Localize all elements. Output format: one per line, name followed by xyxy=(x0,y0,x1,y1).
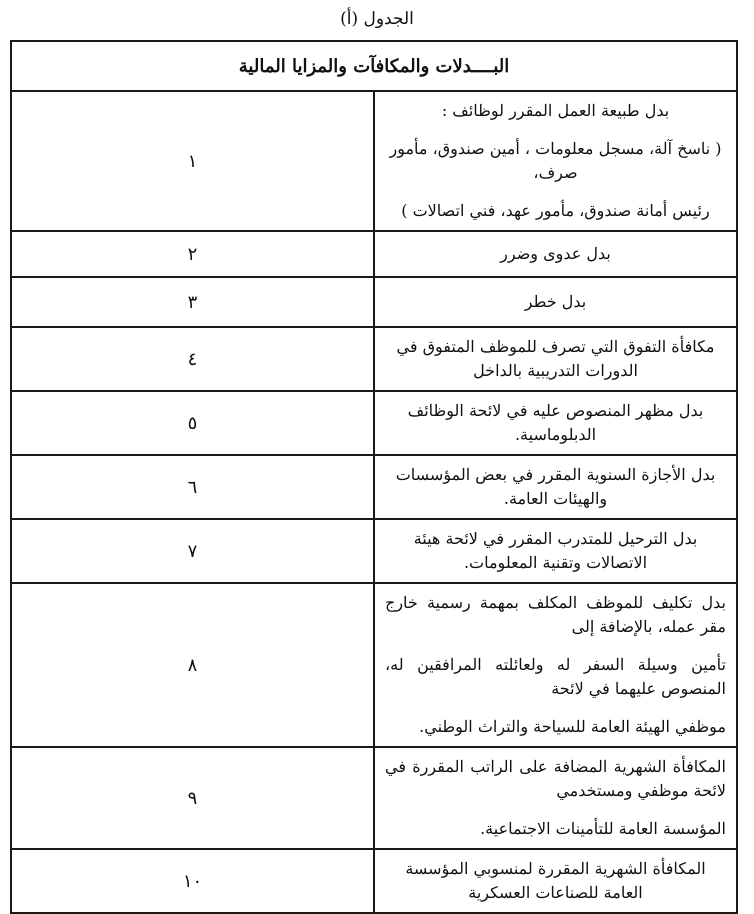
table-row xyxy=(11,277,737,327)
row-text-line: بدل تكليف للموظف المكلف بمهمة رسمية خارج مقر عمله، بالإضافة إلى xyxy=(385,593,726,636)
table-header-row xyxy=(11,41,737,91)
table-row xyxy=(11,231,737,277)
row-text xyxy=(374,583,737,747)
table-row xyxy=(11,327,737,391)
row-text-line: تأمين وسيلة السفر له ولعائلته المرافقين له، المنصوص عليهما في لائحة xyxy=(385,655,726,698)
benefits-table-container xyxy=(10,40,738,902)
row-number: ١ xyxy=(11,91,374,231)
row-text-line: بدل مظهر المنصوص عليه في لائحة الوظائف الدبلوماسية. xyxy=(407,401,704,444)
row-text-line: المكافأة الشهرية المقررة لمنسوبي المؤسسة العامة للصناعات العسكرية xyxy=(405,859,706,902)
row-number: ٥ xyxy=(11,391,374,455)
row-text xyxy=(374,747,737,849)
row-number: ٣ xyxy=(11,277,374,327)
row-text-line: بدل عدوى وضرر xyxy=(500,244,611,263)
row-number: ٨ xyxy=(11,583,374,747)
table-header: البــــدلات والمكافآت والمزايا المالية xyxy=(11,41,737,91)
row-text-line: موظفي الهيئة العامة للسياحة والتراث الوطني. xyxy=(419,717,726,736)
row-text-line: بدل طبيعة العمل المقرر لوظائف : xyxy=(441,101,670,120)
row-text-line: بدل الأجازة السنوية المقرر في بعض المؤسسات والهيئات العامة. xyxy=(395,465,716,508)
row-number: ٢ xyxy=(11,231,374,277)
row-text xyxy=(374,277,737,327)
row-number: ٩ xyxy=(11,747,374,849)
row-text-line: بدل خطر xyxy=(524,292,587,311)
row-text xyxy=(374,231,737,277)
row-text-line: المؤسسة العامة للتأمينات الاجتماعية. xyxy=(480,819,726,838)
row-text xyxy=(374,391,737,455)
row-text-line: المكافأة الشهرية المضافة على الراتب المقررة في لائحة موظفي ومستخدمي xyxy=(385,757,726,800)
table-row xyxy=(11,747,737,849)
row-number: ١٠ xyxy=(11,849,374,913)
row-text xyxy=(374,91,737,231)
row-number: ٤ xyxy=(11,327,374,391)
row-number: ٦ xyxy=(11,455,374,519)
row-text-line: بدل الترحيل للمتدرب المقرر في لائحة هيئة الاتصالات وتقنية المعلومات. xyxy=(413,529,698,572)
table-row xyxy=(11,91,737,231)
table-row xyxy=(11,455,737,519)
table-row xyxy=(11,849,737,913)
benefits-table xyxy=(10,40,738,914)
row-number: ٧ xyxy=(11,519,374,583)
row-text xyxy=(374,849,737,913)
row-text-line: ( ناسخ آلة، مسجل معلومات ، أمين صندوق، مأمور صرف، xyxy=(389,139,722,182)
table-caption: الجدول (أ) xyxy=(340,9,414,29)
row-text xyxy=(374,327,737,391)
table-row xyxy=(11,519,737,583)
row-text xyxy=(374,455,737,519)
table-row xyxy=(11,391,737,455)
table-row xyxy=(11,583,737,747)
row-text-line: رئيس أمانة صندوق، مأمور عهد، فني اتصالات ) xyxy=(401,201,710,220)
row-text xyxy=(374,519,737,583)
row-text-line: مكافأة التفوق التي تصرف للموظف المتفوق في الدورات التدريبية بالداخل xyxy=(396,337,715,380)
